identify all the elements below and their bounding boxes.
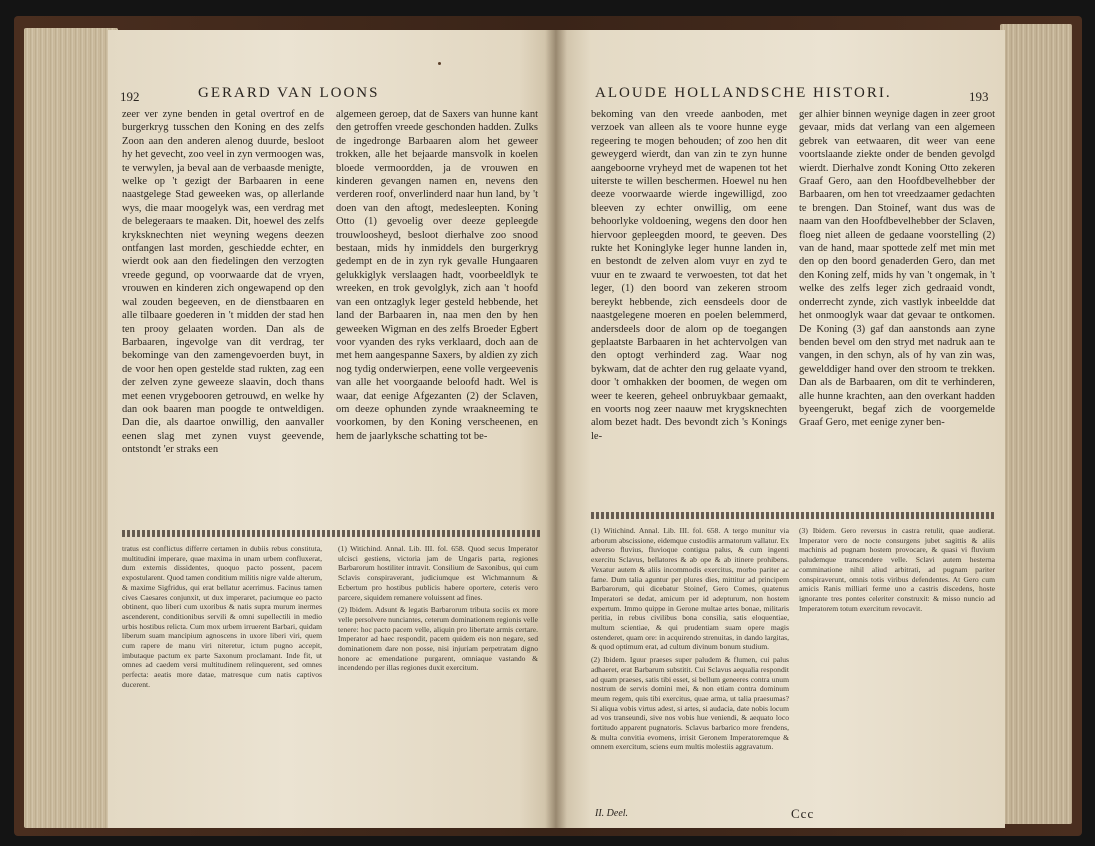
left-ornament-rule <box>122 530 540 537</box>
right-column-2-text: ger alhier binnen weynige dagen in zeer groot gevaar, mids dat verlang van een algemeen gebrek van eetwaaren, dit weer van eene voortslaande ziekte onder de benden gevolgd wierdt. Dierhalve zondt Koning Otto zekeren Graaf Gero, aan den Hoofdbevelhebber der Barbaaren, om hen tot vreedzaamer gedachten te brengen. Dan Stoinef, want dus was de naam van den Hoofdbevelhebber der Sclaven, floeg niet alleen de gedaane voorstelling (2) van de hand, maar spottede zelf met min met den op den boord genaderden Gero, dan met den Koning zelf, mids hy van 't ongemak, in 't welke des zelfs leger zich gedraaid vondt, onderrecht zynde, zich vastlyk inbeeldde dat het onmooglyk waar dat gevaar te ontkomen. De Koning (3) gaf dan aanstonds aan zyne benden bevel om den stryd met nadruk aan te vangen, in den schyn, als of hy van zin was, gewelddiger hand over den stroom te trekken. Dan als de Barbaaren, om dit te verhinderen, alle hunne krachten, aan den overkant hadden byeengerukt, begaf zich de voorgemelde Graaf Gero, met eenige zyner ben- <box>799 109 995 429</box>
book-gutter <box>545 30 567 828</box>
catchword: Ccc <box>791 806 815 821</box>
right-column-1 <box>591 108 787 550</box>
left-page <box>108 30 555 828</box>
page-edges-right <box>1000 24 1072 824</box>
right-ornament-rule <box>591 512 995 519</box>
right-column-1-text: bekoming van den vreede aanboden, met verzoek van alleen als te voore hunne eyge regeering te mogen behouden; of zoo hen dit geweygerd wierdt, dan van zin te zyn hunne aangeboorne vryheyd met de wapenen tot het uiterste te willen beschermen. Hoewel nu hen deeze voorwaarde wierde ingewilligd, zoo bleeven zy echter onwillig, om eene behoorlyke voldoening, wegens den door hen hiervoor gepleegden moord, te geeven. Des rukte het Koninglyke leger hunne landen in, en bestondt de zelven alom vuyr en zyd te vuur en te zwaard te verwoesten, tot dat het leger, (1) den boord van zekeren stroom bereykt hebbende, zich eensdeels door de naastgelegene moeren en poelen belemmerd, andersdeels door de alom op de toegangen geplaatste Barbaaren in het achtervolgen van den optogt verhinderd zag. Waar nog bykwam, dat de achter den rug gelaate vyand, door 't omhakken der boomen, de wegen om weer te keeren, geheel onbruykbaar gemaakt, en voorts nog zeer naauw met krygsknechten alom bezet hadt. Des bevondt zich 's Konings le- <box>591 109 787 442</box>
left-footnote-col-2 <box>338 544 538 814</box>
left-footnote-2b: (2) Ibidem. Adsunt & legatis Barbarorum tributa sociis ex more velle persolvere nunciantes, ceterum dominationem regionis velle tenere: hoc pacto pacem velle, aliquin pro libertate armis certare. Imperator ad haec respondit, pacem quidem eis non negare, sed dominationem dare non posse, nisi injuriam perpetratam digno honore ac emendatione purgarent, omniaque vastando & incendendo per illas regiones duxit exercitum. <box>338 605 538 673</box>
right-footnote-col-2 <box>799 526 995 808</box>
right-footnote-1: (1) Witichind. Annal. Lib. III. fol. 658. A tergo munitur via arborum abscissione, eidemque custodiis armatorum vallatur. Ex adverso fluvius, fluvioque contigua palus, & cum ingenti exercitu Sclavus, bellatores & ab ope & ab itinere prohibens. Vexatur autem & aliis incommodis exercitus, morbo pariter ac fame. Dum talia aguntur per plures dies, mittitur ad principem Barbarorum, qui dicebatur Stoinef, Gero Comes, quatenus Imperatori se dedat, amicum per id adepturum, non hostem expertum. Immo quippe in Gerone multae artes bonae, militaris peritia, in rebus civilibus bona consilia, satis eloquentiae, multum scientiae, & qui prudentiam suam opere magis ostenderet, quam ore: in acquirendo strenuitas, in dando largitas, & quod optimum erat, ad cultum divinum bonum studium. <box>591 526 789 652</box>
left-running-head: GERARD VAN LOONS <box>198 85 380 101</box>
right-column-2 <box>799 108 995 550</box>
ink-spot <box>438 62 441 65</box>
right-running-head: ALOUDE HOLLANDSCHE HISTORI. <box>595 85 892 101</box>
right-footnote-col-1 <box>591 526 789 808</box>
right-page <box>555 30 1005 828</box>
right-footnote-2: (2) Ibidem. Iguur praeses super paludem & flumen, cui palus adhaeret, erat Barbarum substitit. Cui Sclavus aequalia respondit ad quam praeses, satis tibi esset, si bellum geneeres contra unum nostrum de servis domini mei, & non etiam contra dominum meum regem, quis tibi exercitus, quae arma, ut talia praesumas? Si aliqua vobis virtus adest, si artes, si audacia, date nobis locum ad vos transeundi, sive nos vobis hue veniendi, & aequato loco fortitudo apparent pugnatoris. Sclavus barbarico more frendens, & multa convitia evomens, irrisit Geronem Imperatoremque & omnem exercitum, sciens eum multis molestiis aggravatum. <box>591 655 789 752</box>
left-column-1 <box>122 108 324 550</box>
left-column-2 <box>336 108 538 550</box>
left-footnote-col-1 <box>122 544 322 814</box>
left-footnote-1: tratus est conflictus differre certamen in dubiis rebus constituta, multitudini imperare, quae maxima in unam urbem confluxerat, dum externis dissidentes, quoquo pacto possent, pacem expostularent. Quod tamen conditium militis nigre valde alterum, & maxime Sigfridus, qui erat bellatur acerrimus. Facinus tamen cives Caesares conjunxit, ut dux imperaret, paciumque eo pacto obtinent, quo liberi cum uxoribus & natis supra murum inermes ascenderent, conditionibus servili & omni supellectili in medio urbis hostibus relicta. Cum mox urbem irruerent Barbari, quidam liberum suam mancipium agnoscens in uxore liberi viri, quem cum rapere de manu viri niteretur, ictum pugno accepit, imbutaque pactum ex parte Saxonum proclamant. Inde fit, ut omnes ad caedem versi multitudinem relinquerent, sed omnes perfecta: aeatis more datae, matresque cum natis captivos ducerent. <box>122 544 322 689</box>
left-column-1-text: zeer ver zyne benden in getal overtrof en de burgerkryg tusschen den Koning en des zelfs Zoon aan den anderen alenog duurde, besloot hy het gevecht, zoo veel in zyn vermoogen was, te verwylen, ja beval aan de verbaasde menigte, welke op 't gezigt der Barbaaren in eene naastgelege Stad geweeken was, op allerlande wys, die maar moogelyk was, een verdrag met de belegeraars te maaken. Dit, hoewel des zelfs kryksknechten niet weyning wegens deezen ontfangen last morden, geschiedde echter, en wierdt ook aan den fiedelingen den verzogten vreede gegund, op voorwaarde dat de vryen, vrouwen en kinderen zich ongewapend op den wal zouden begeeven, en de dienstbaaren en alle tilbaare goederen in 't midden der stad hen ten prooy gelaaten worden. Dan als de Barbaaren, ingevolge van dit verdrag, ter bekominge van den zamengevoerden buyt, in de voor hen open gestelde stad rukten, zag een der zelven zyne geweeze slaavin, doch thans met eenen vrygebooren getrouwd, en welke hy dan ook baaren man poogde te ontweldigen. Dan die, als daartoe onwillig, den aanvaller eenen slag met zynen vuyst geevende, ontstondt 'er straks een <box>122 109 324 456</box>
page-edges-left <box>24 28 118 828</box>
left-column-2-text: algemeen geroep, dat de Saxers van hunne kant den getroffen vreede geschonden hadden. Zulks de ingedronge Barbaaren alom het geweer trokken, alle het bejaarde mansvolk in koelen bloede vermoordden, ja de vrouwen en kinderen gevangen namen en, nevens den verderen roof, onverlinderd naar hun land, by 't doen van den aftogt, medesleepten. Koning Otto (1) gevoelig over deeze gepleegde trouwloosheyd, besloot dierhalve zoo snood bestaan, mids hy inmiddels den burgerkryg gedempt en de in zyn ryk gevalle Hungaaren gelukkiglyk verslaagen hadt, voorbeeldlyk te wreeken, en trok gevolglyk, zich aan 't hoofd van een ontzaglyk leger gesteld hebbende, het land der Barbaaren in, naa men den by hen geweeken Wigman en des zelfs Broeder Egbert voor vyanden des ryks verklaard, doch aan de met hem aangespanne Saxers, by aldien zy zich nog tydig onderwierpen, eene volle vergeevenis van alle het voorgaande beloofd hadt. Wel is waar, dat eenige Afgezanten (2) der Sclaven, om deeze ophunden zynde wraakneeming te voorkomen, by den Koning verscheenen, en hem de jaarlyksche schatting tot be- <box>336 109 538 442</box>
signature-mark: II. Deel. <box>595 808 629 819</box>
right-page-number: 193 <box>969 89 989 104</box>
left-footnote-2a: (1) Witichind. Annal. Lib. III. fol. 658. Quod secus Imperator ulcisci gestiens, victoria jam de Ungaris parta, regiones Barbarorum hostiliter intravit. Consilium de Saxonibus, qui cum Sclavis conspiraverant, judiciumque est Wichmannum & Ecbertum pro hostibus publicis habere oportere, ceteris vero parcere, siquidem remanere voluissent ad fines. <box>338 544 538 602</box>
left-page-number: 192 <box>120 89 140 104</box>
right-footnote-3: (3) Ibidem. Gero reversus in castra retulit, quae audierat. Imperator vero de nocte consurgens jubet sagittis & aliis machinis ad pugnam hostem provocare, & quasi vi fluvium paludemque transcendere velle. Sclavi autem hesterna comminatione nihil aliud arbitrati, ad pugnam pariter conspiraverunt, omnis totis viribus defendentes. At Gero cum amicis Ranis milliari ferme uno a castris discedens, hoste ignorante tres pontes celeriter construxit: & misso nuncio ad Imperatorem totum exercitum revocavit. <box>799 526 995 613</box>
